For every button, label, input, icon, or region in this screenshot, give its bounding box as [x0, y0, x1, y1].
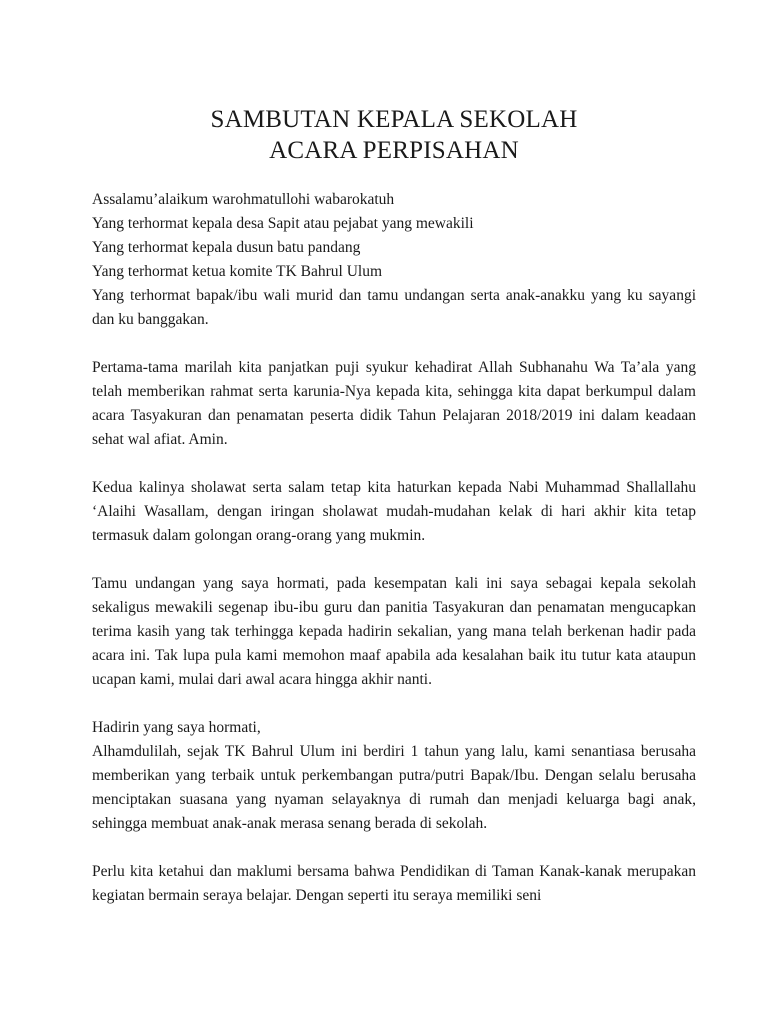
greeting-ketua-komite: Yang terhormat ketua komite TK Bahrul Ulum: [92, 263, 383, 280]
paragraph-wali-murid: Yang terhormat bapak/ibu wali murid dan tamu undangan serta anak-anakku yang ku sayangi dan ku banggakan.: [92, 287, 696, 328]
title-line-1: SAMBUTAN KEPALA SEKOLAH: [210, 106, 578, 133]
greeting-kepala-desa: Yang terhormat kepala desa Sapit atau pejabat yang mewakili: [92, 215, 474, 232]
paragraph-sholawat: Kedua kalinya sholawat serta salam tetap kita haturkan kepada Nabi Muhammad Shallallahu ‘Alaihi Wasallam, dengan iringan sholawat mudah-mudahan kelak di hari akhir kita tetap termasuk dalam golongan orang-orang yang mukmin.: [92, 479, 696, 544]
title-line-2: ACARA PERPISAHAN: [269, 137, 519, 164]
document-title: [92, 104, 696, 166]
paragraph-terima-kasih: Tamu undangan yang saya hormati, pada kesempatan kali ini saya sebagai kepala sekolah sekaligus mewakili segenap ibu-ibu guru dan panitia Tasyakuran dan penamatan mengucapkan terima kasih yang tak terhingga kepada hadirin sekalian, yang mana telah berkenan hadir pada acara ini. Tak lupa pula kami memohon maaf apabila ada kesalahan baik itu tutur kata ataupun ucapan kami, mulai dari awal acara hingga akhir nanti.: [92, 575, 696, 688]
paragraph-alhamdulillah: Alhamdulilah, sejak TK Bahrul Ulum ini berdiri 1 tahun yang lalu, kami senantiasa berusaha memberikan yang terbaik untuk perkembangan putra/putri Bapak/Ibu. Dengan selalu berusaha menciptakan suasana yang nyaman selayaknya di rumah dan menjadi keluarga bagi anak, sehingga membuat anak-anak merasa senang berada di sekolah.: [92, 743, 696, 832]
greeting-salam: Assalamu’alaikum warohmatullohi wabarokatuh: [92, 191, 395, 208]
paragraph-pendidikan: Perlu kita ketahui dan maklumi bersama bahwa Pendidikan di Taman Kanak-kanak merupakan kegiatan bermain seraya belajar. Dengan seperti itu seraya memiliki seni: [92, 863, 696, 904]
greeting-kepala-dusun: Yang terhormat kepala dusun batu pandang: [92, 239, 361, 256]
paragraph-hadirin-heading: Hadirin yang saya hormati,: [92, 719, 261, 736]
paragraph-puji-syukur: Pertama-tama marilah kita panjatkan puji syukur kehadirat Allah Subhanahu Wa Ta’ala yang telah memberikan rahmat serta karunia-Nya kepada kita, sehingga kita dapat berkumpul dalam acara Tasyakuran dan penamatan peserta didik Tahun Pelajaran 2018/2019 ini dalam keadaan sehat wal afiat. Amin.: [92, 359, 696, 448]
